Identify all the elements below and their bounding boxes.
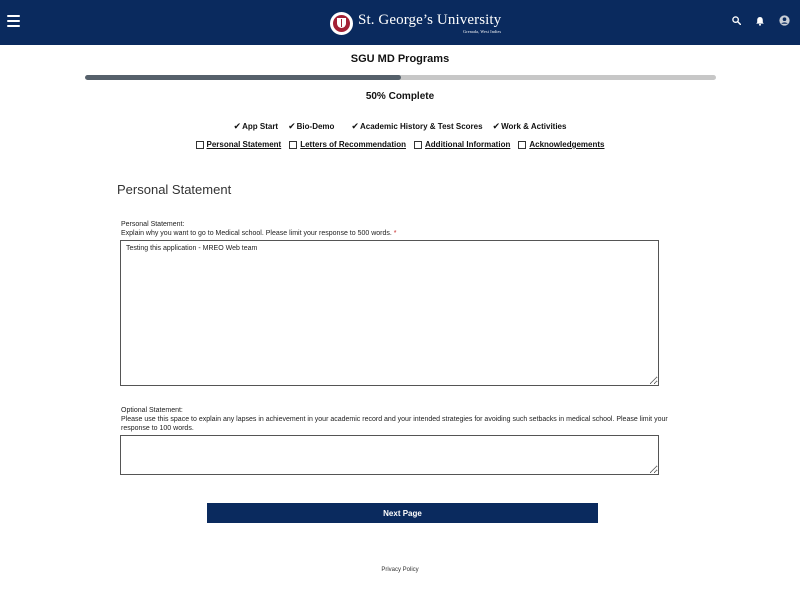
step-work-activities[interactable] xyxy=(493,121,567,132)
step-app-start[interactable] xyxy=(234,121,279,132)
step-letters-of-recommendation[interactable] xyxy=(289,140,406,149)
progress-bar xyxy=(85,75,716,80)
personal-statement-label: Personal Statement: xyxy=(121,221,185,228)
brand-tagline: Grenada, West Indies xyxy=(463,28,502,34)
step-acknowledgements[interactable] xyxy=(518,140,604,149)
step-link[interactable]: Personal Statement xyxy=(206,140,282,149)
checkbox-icon xyxy=(196,141,204,149)
required-marker: * xyxy=(393,230,397,237)
optional-statement-textarea[interactable] xyxy=(120,435,659,475)
personal-statement-label-block xyxy=(121,220,397,238)
personal-statement-instructions: Explain why you want to go to Medical school. Please limit your response to 500 words. xyxy=(121,230,392,237)
hamburger-menu-icon[interactable] xyxy=(7,15,20,27)
optional-statement-label: Optional Statement: xyxy=(121,407,183,414)
optional-statement-instructions: Please use this space to explain any lapses in achievement in your academic record and your intended strategies for avoiding such setbacks in medical school. Please limit your response to 100 words. xyxy=(121,416,668,432)
checkbox-icon xyxy=(289,141,297,149)
step-label: Academic History & Test Scores xyxy=(359,122,483,131)
next-page-button[interactable]: Next Page xyxy=(207,503,598,523)
checkmark-icon: ✔ xyxy=(492,121,501,131)
checkbox-icon xyxy=(518,141,526,149)
brand-name: St. George’s University xyxy=(358,11,502,28)
step-label: App Start xyxy=(242,122,279,131)
completed-steps xyxy=(0,121,800,132)
checkmark-icon: ✔ xyxy=(233,121,242,131)
step-link[interactable]: Letters of Recommendation xyxy=(300,140,407,149)
step-academic-history[interactable] xyxy=(351,121,482,132)
step-label: Bio-Demo xyxy=(296,122,335,131)
step-link[interactable]: Acknowledgements xyxy=(529,140,605,149)
step-bio-demo[interactable] xyxy=(288,121,334,132)
step-additional-information[interactable] xyxy=(414,140,510,149)
progress-label: 50% Complete xyxy=(365,91,435,102)
top-navigation-bar xyxy=(0,0,800,45)
university-seal-icon xyxy=(330,12,353,35)
remaining-steps xyxy=(0,140,800,149)
privacy-policy-link[interactable]: Privacy Policy xyxy=(381,567,419,573)
step-link[interactable]: Additional Information xyxy=(425,140,511,149)
step-label: Work & Activities xyxy=(501,122,567,131)
progress-bar-fill xyxy=(85,75,401,80)
checkmark-icon: ✔ xyxy=(288,121,296,131)
section-heading: Personal Statement xyxy=(117,182,232,197)
university-logo[interactable] xyxy=(330,10,501,36)
bell-icon[interactable] xyxy=(755,16,765,26)
checkbox-icon xyxy=(414,141,422,149)
user-avatar-icon[interactable] xyxy=(779,15,790,26)
step-personal-statement[interactable] xyxy=(196,140,282,149)
program-title: SGU MD Programs xyxy=(350,53,450,65)
optional-statement-label-block xyxy=(121,406,681,433)
search-icon[interactable] xyxy=(732,16,741,25)
personal-statement-textarea[interactable] xyxy=(120,240,659,386)
checkmark-icon: ✔ xyxy=(351,121,359,131)
